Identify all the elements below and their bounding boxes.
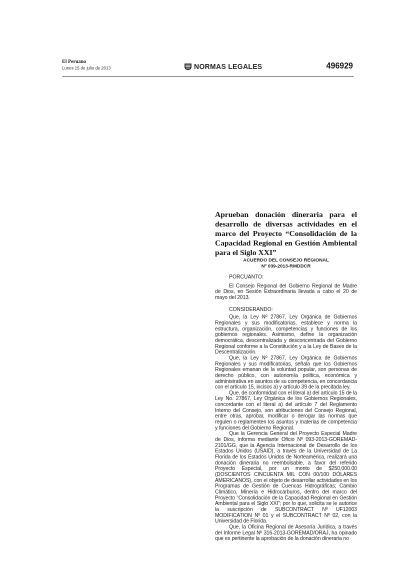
intro-paragraph: El Consejo Regional del Gobierno Regional de Madre de Dios, en Sesión Extraordinaria llevada a cabo el 20 de mayo del 2013. <box>215 283 357 301</box>
article-title: Aprueban donación dineraria para el desarrollo de diversas actividades en el marco del Proyecto “Consolidación de la Capacidad Regional en Gestión Ambiental para el Siglo XXI” <box>215 210 357 257</box>
agreement-number: Nº 039-2013-RMDDCR <box>261 263 311 269</box>
agreement-heading: ACUERDO DEL CONSEJO REGIONAL <box>243 257 329 263</box>
publication-name: El Peruano <box>62 59 87 65</box>
consideration-paragraph: Que, de conformidad con el literal a) del artículo 15 de la Ley No. 27867, Ley Orgánica de los Gobiernos Regionales, concordante con el literal a) del artículo 7 del Reglamento Interno del Consejo, son atribuciones del Consejo Regional, entre otras, aprobar, modificar o derogar las normas que regulen o reglamenten los asuntos y materias de competencia y funciones del Gobierno Regional. <box>215 390 357 431</box>
consideration-paragraph: Que, la Oficina Regional de Asesoría Jurídica, a través del Informe Legal Nº 316-2013-GOREMAD/ORAJ, ha opinado que es pertinente la aprobación de la donación dineraria no <box>215 524 357 542</box>
page-header <box>62 58 354 78</box>
consideration-paragraph: Que, la Ley Nº 27867, Ley Orgánica de Gobiernos Regionales y sus modificatorias, establece y norma la estructura, organización, competencias y funciones de los gobiernos regionales. Asimismo, define la organización democrática, descentralizada y desconcentrada del Gobierno Regional conforme a la Constitución y a la Ley de Bases de la Descentralización. <box>215 314 357 356</box>
publication-date: Lunes 15 de julio de 2013 <box>62 65 111 71</box>
agreement-heading-block <box>215 258 357 270</box>
consideration-paragraph: Que, la Ley Nº 27867, Ley Orgánica de Gobiernos Regionales y sus modificatorias, señala que los Gobiernos Regionales emanan de la voluntad popular, son personas de derecho público, con autonomía política, económica y administrativa en asuntos de su competencia, en concordancia con el artículo 15, incisos a) y artículo 39 de la precitada ley. <box>215 355 357 391</box>
considerando-label: CONSIDERANDO: <box>229 306 273 313</box>
porcuanto-label: PORCUANTO: <box>229 274 264 280</box>
page-number: 496929 <box>326 62 353 71</box>
normas-legales-emblem-icon <box>184 63 192 71</box>
article-column <box>215 207 357 579</box>
header-rule <box>62 76 354 77</box>
section-title: NORMAS LEGALES <box>194 62 263 71</box>
consideration-paragraph: Que la Gerencia General del Proyecto Especial Madre de Dios, informa mediante Oficio Nº 093-2013-GOREMAD-2101/GG, que la Agencia Internacional de Desarrollo de los Estados Unidos (USAID), a través de la Universidad de La Florida de los Estados Unidos de Norteamérica, realizará una donación dineraria no reembolsable, a favor del referido Proyecto Especial, por un monto de $250,000.00 (DOSCIENTOS CINCUENTA MIL CON 00/100 DÓLARES AMERICANOS), con el objeto de desarrollar actividades en los Programas de Gestión de Cuencas Hidrográficas; Cambio Climático, Minería e Hidrocarburos, dentro del marco del Proyecto “Consolidación de la Capacidad Regional en Gestión Ambiental para el Siglo XXI”; por lo que, solicita se le autorice la suscripción de SUBCONTRACT Nº UF12003 MODIFICATION Nº 01 y el SUBCONTRACT Nº 02, con la Universidad de Florida. <box>215 431 357 525</box>
